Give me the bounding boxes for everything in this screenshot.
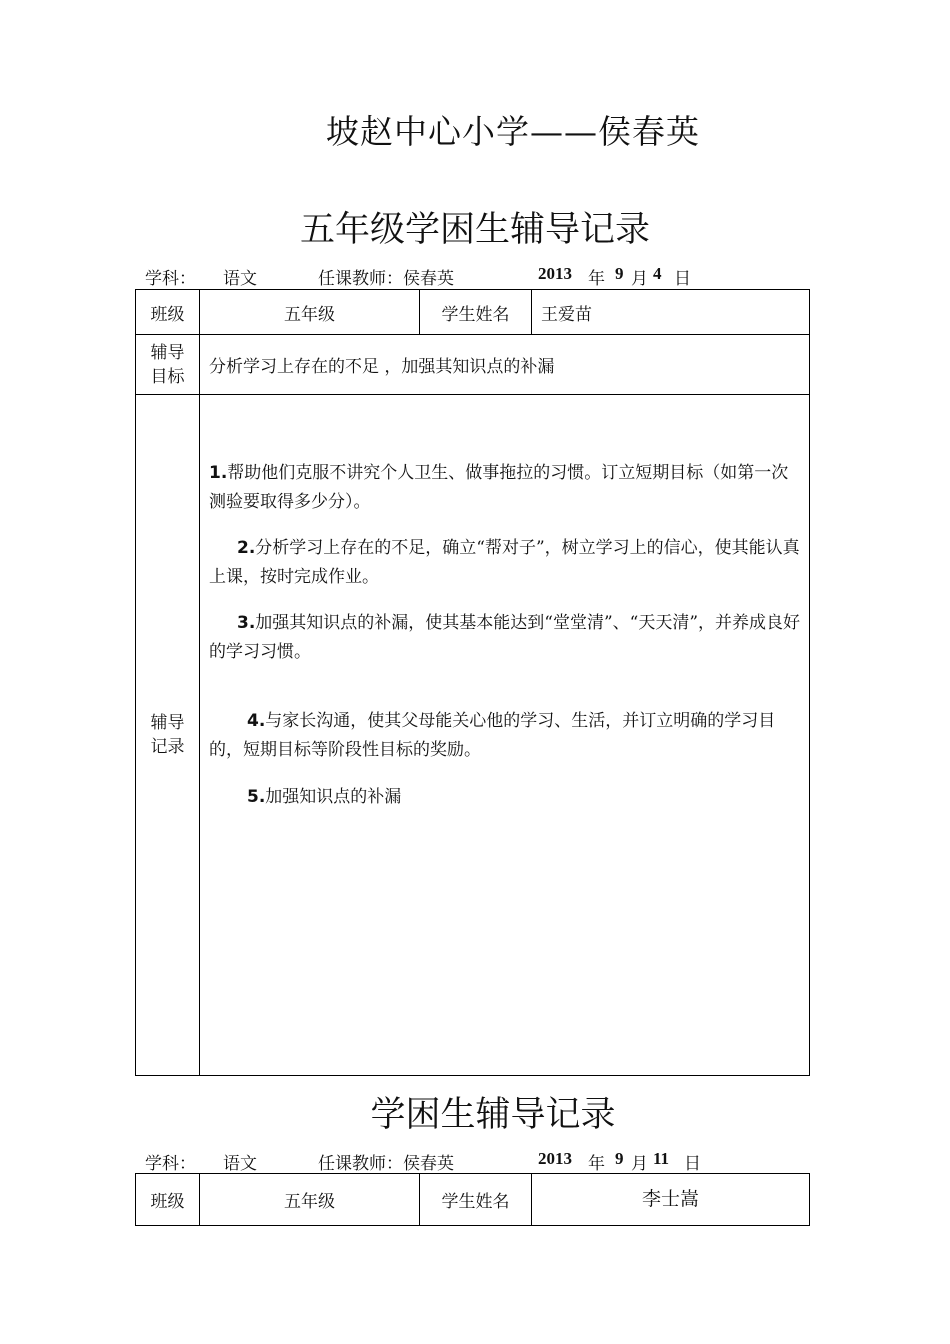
subject-label: 学科：: [145, 1154, 196, 1174]
record-item-3: [209, 609, 801, 667]
date-month: 9: [615, 1149, 624, 1168]
item-number: 4.: [247, 711, 266, 731]
item-number: 1.: [209, 463, 228, 483]
class-row: [136, 290, 809, 335]
class-row: [136, 1174, 809, 1225]
record-item-5: [209, 783, 801, 812]
item-text: 帮助他们克服不讲究个人卫生、做事拖拉的习惯。订立短期目标（如第一次测验要取得多少分）。: [209, 463, 789, 512]
class-value: 五年级: [200, 290, 420, 334]
item-text: 分析学习上存在的不足，确立“帮对子”，树立学习上的信心，使其能认真上课，按时完成作业。: [209, 538, 800, 587]
date-month-unit: 月: [631, 269, 648, 289]
student-name-value: 李士嵩: [641, 1188, 699, 1210]
date-year-unit: 年: [588, 269, 605, 289]
class-label: 班级: [136, 1174, 200, 1225]
record-table-2: [135, 1173, 810, 1226]
date-day-unit: 日: [684, 1154, 701, 1174]
record-row: [136, 395, 809, 1075]
record-table: [135, 289, 810, 1076]
class-label: 班级: [136, 290, 200, 334]
record-title-2: 学困生辅导记录: [370, 1095, 616, 1135]
school-teacher-heading: 坡赵中心小学——侯春英: [326, 112, 700, 151]
student-name-value: 王爱苗: [541, 304, 592, 325]
student-name-label: 学生姓名: [420, 290, 532, 334]
record-label: [136, 395, 200, 1075]
item-text: 加强其知识点的补漏，使其基本能达到“堂堂清”、“天天清”，并养成良好的学习习惯。: [209, 613, 801, 662]
goal-label: [136, 335, 200, 394]
date-year-unit: 年: [588, 1154, 605, 1174]
record-item-1: [209, 459, 801, 517]
subject-value: 语文: [223, 1154, 257, 1174]
record-item-4: [209, 707, 801, 765]
subject-value: 语文: [223, 269, 257, 289]
subject-label: 学科：: [145, 269, 196, 289]
class-value: 五年级: [200, 1174, 420, 1225]
item-number: 2.: [237, 538, 256, 558]
item-text: 与家长沟通，使其父母能关心他的学习、生活，并订立明确的学习目的，短期目标等阶段性目标的奖励。: [209, 711, 776, 760]
student-name-label: 学生姓名: [420, 1174, 532, 1225]
goal-row: [136, 335, 809, 395]
date-year: 2013: [538, 1149, 572, 1168]
goal-text: 分析学习上存在的不足 ，加强其知识点的补漏: [209, 357, 555, 377]
date-month: 9: [615, 264, 624, 283]
date-day-unit: 日: [674, 269, 691, 289]
date-day: 4: [653, 264, 662, 283]
item-number: 3.: [237, 613, 256, 633]
date-year: 2013: [538, 264, 572, 283]
item-text: 加强知识点的补漏: [265, 787, 402, 807]
item-number: 5.: [247, 787, 266, 807]
teacher-label: 任课教师：侯春英: [318, 1154, 454, 1174]
date-month-unit: 月: [631, 1154, 648, 1174]
goal-label-text: 辅导目标: [150, 342, 185, 387]
record-item-2: [209, 534, 801, 592]
date-day: 11: [653, 1149, 670, 1168]
teacher-label: 任课教师：侯春英: [318, 269, 454, 289]
record-title: 五年级学困生辅导记录: [299, 210, 650, 250]
record-label-text: 辅导记录: [150, 713, 185, 757]
